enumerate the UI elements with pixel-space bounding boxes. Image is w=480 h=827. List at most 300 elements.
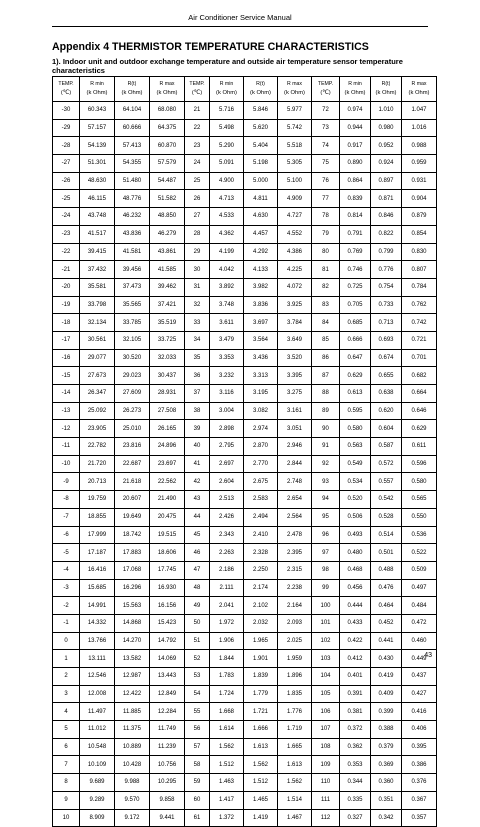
table-cell: 0.587 bbox=[371, 438, 402, 456]
table-cell: 0.344 bbox=[340, 774, 371, 792]
table-cell: 0.406 bbox=[402, 721, 437, 739]
table-cell: 4.900 bbox=[210, 172, 244, 190]
table-cell: 0.595 bbox=[340, 402, 371, 420]
table-cell: 34 bbox=[185, 331, 210, 349]
table-cell: 13.443 bbox=[150, 668, 185, 686]
table-cell: 0.472 bbox=[402, 614, 437, 632]
table-cell: -30 bbox=[53, 102, 80, 120]
table-cell: 5.000 bbox=[244, 172, 278, 190]
table-cell: 37.432 bbox=[80, 261, 115, 279]
table-row bbox=[53, 455, 437, 473]
table-cell: 1.896 bbox=[278, 668, 312, 686]
table-cell: 0.830 bbox=[402, 243, 437, 261]
table-cell: 21.618 bbox=[115, 473, 150, 491]
table-cell: 4.533 bbox=[210, 208, 244, 226]
table-cell: 82 bbox=[312, 278, 340, 296]
table-cell: 13.582 bbox=[115, 650, 150, 668]
table-row bbox=[53, 791, 437, 809]
table-cell: 0.357 bbox=[402, 809, 437, 827]
table-cell: 2.315 bbox=[278, 561, 312, 579]
table-cell: 4.072 bbox=[278, 278, 312, 296]
table-cell: 1.783 bbox=[210, 668, 244, 686]
table-cell: 5.716 bbox=[210, 102, 244, 120]
table-cell: 54.487 bbox=[150, 172, 185, 190]
table-cell: 57 bbox=[185, 738, 210, 756]
table-cell: 0.580 bbox=[340, 420, 371, 438]
table-cell: 3.004 bbox=[210, 402, 244, 420]
table-cell: 21 bbox=[185, 102, 210, 120]
table-cell: 0.754 bbox=[371, 278, 402, 296]
table-cell: 0.705 bbox=[340, 296, 371, 314]
table-cell: 17.745 bbox=[150, 561, 185, 579]
table-cell: 0.917 bbox=[340, 137, 371, 155]
column-header-unit: (k Ohm) bbox=[216, 90, 237, 96]
table-cell: -16 bbox=[53, 349, 80, 367]
table-cell: 2.111 bbox=[210, 579, 244, 597]
column-header-label: R min bbox=[219, 80, 234, 87]
table-cell: -6 bbox=[53, 526, 80, 544]
table-cell: 2.513 bbox=[210, 491, 244, 509]
table-cell: 33.798 bbox=[80, 296, 115, 314]
table-cell: 1.613 bbox=[278, 756, 312, 774]
table-cell: 13.111 bbox=[80, 650, 115, 668]
table-cell: 2.410 bbox=[244, 526, 278, 544]
table-cell: 18.855 bbox=[80, 508, 115, 526]
table-cell: 0.629 bbox=[402, 420, 437, 438]
table-cell: 30.520 bbox=[115, 349, 150, 367]
table-cell: 26.347 bbox=[80, 385, 115, 403]
table-cell: 42 bbox=[185, 473, 210, 491]
table-row bbox=[53, 314, 437, 332]
table-cell: 22.562 bbox=[150, 473, 185, 491]
table-cell: 3.051 bbox=[278, 420, 312, 438]
table-cell: 103 bbox=[312, 650, 340, 668]
table-cell: 22.782 bbox=[80, 438, 115, 456]
table-row bbox=[53, 137, 437, 155]
table-cell: 61 bbox=[185, 809, 210, 827]
table-cell: 5.846 bbox=[244, 102, 278, 120]
table-cell: 78 bbox=[312, 208, 340, 226]
table-row bbox=[53, 526, 437, 544]
table-cell: 3.232 bbox=[210, 367, 244, 385]
column-header-unit: (k Ohm) bbox=[156, 90, 178, 96]
table-row bbox=[53, 438, 437, 456]
table-cell: 53 bbox=[185, 668, 210, 686]
table-cell: 49 bbox=[185, 597, 210, 615]
table-cell: 14.069 bbox=[150, 650, 185, 668]
column-header-unit: (k Ohm) bbox=[284, 90, 305, 96]
table-cell: 0.549 bbox=[340, 455, 371, 473]
table-cell: 1.779 bbox=[244, 685, 278, 703]
table-cell: 75 bbox=[312, 155, 340, 173]
table-cell: 37.421 bbox=[150, 296, 185, 314]
table-cell: 45 bbox=[185, 526, 210, 544]
table-cell: 76 bbox=[312, 172, 340, 190]
table-cell: 2.025 bbox=[278, 632, 312, 650]
table-cell: 51.301 bbox=[80, 155, 115, 173]
table-cell: 1.512 bbox=[244, 774, 278, 792]
table-cell: -1 bbox=[53, 614, 80, 632]
table-cell: 11.885 bbox=[115, 703, 150, 721]
table-cell: -22 bbox=[53, 243, 80, 261]
table-cell: 85 bbox=[312, 331, 340, 349]
page-number: 43 bbox=[424, 652, 432, 659]
table-cell: 2.343 bbox=[210, 526, 244, 544]
table-cell: 41.581 bbox=[115, 243, 150, 261]
table-cell: 2 bbox=[53, 668, 80, 686]
table-cell: 5.091 bbox=[210, 155, 244, 173]
table-cell: 88 bbox=[312, 385, 340, 403]
table-cell: 0.493 bbox=[340, 526, 371, 544]
table-cell: 35.565 bbox=[115, 296, 150, 314]
table-cell: 11.239 bbox=[150, 738, 185, 756]
table-cell: 4.630 bbox=[244, 208, 278, 226]
table-row bbox=[53, 473, 437, 491]
table-cell: 57.413 bbox=[115, 137, 150, 155]
table-cell: 0.452 bbox=[371, 614, 402, 632]
table-cell: 11.375 bbox=[115, 721, 150, 739]
table-cell: 102 bbox=[312, 632, 340, 650]
table-cell: 2.238 bbox=[278, 579, 312, 597]
table-cell: 0.776 bbox=[371, 261, 402, 279]
table-cell: 10.548 bbox=[80, 738, 115, 756]
table-row bbox=[53, 544, 437, 562]
table-cell: 101 bbox=[312, 614, 340, 632]
table-cell: 0.620 bbox=[371, 402, 402, 420]
table-cell: 0.879 bbox=[402, 208, 437, 226]
table-cell: 0.441 bbox=[371, 632, 402, 650]
table-cell: 0.613 bbox=[340, 385, 371, 403]
table-cell: 57.579 bbox=[150, 155, 185, 173]
table-cell: 46.115 bbox=[80, 190, 115, 208]
table-row bbox=[53, 809, 437, 827]
table-body bbox=[53, 102, 437, 827]
table-cell: 20.475 bbox=[150, 508, 185, 526]
table-cell: 15.685 bbox=[80, 579, 115, 597]
table-cell: 13.766 bbox=[80, 632, 115, 650]
table-row bbox=[53, 243, 437, 261]
table-cell: 54 bbox=[185, 685, 210, 703]
table-cell: 41.517 bbox=[80, 225, 115, 243]
table-cell: 3.836 bbox=[244, 296, 278, 314]
table-cell: 47 bbox=[185, 561, 210, 579]
column-header-unit: (℃) bbox=[191, 90, 203, 96]
table-cell: 99 bbox=[312, 579, 340, 597]
table-cell: 0.791 bbox=[340, 225, 371, 243]
table-cell: 12.008 bbox=[80, 685, 115, 703]
table-cell: 0.807 bbox=[402, 261, 437, 279]
table-row bbox=[53, 561, 437, 579]
table-cell: 112 bbox=[312, 809, 340, 827]
table-cell: 3.892 bbox=[210, 278, 244, 296]
table-cell: 0.464 bbox=[371, 597, 402, 615]
table-cell: 2.102 bbox=[244, 597, 278, 615]
table-cell: 5.100 bbox=[278, 172, 312, 190]
table-cell: -17 bbox=[53, 331, 80, 349]
table-cell: 28 bbox=[185, 225, 210, 243]
table-cell: 2.041 bbox=[210, 597, 244, 615]
table-cell: 12.987 bbox=[115, 668, 150, 686]
table-cell: 4.811 bbox=[244, 190, 278, 208]
table-cell: 40 bbox=[185, 438, 210, 456]
table-cell: 29.023 bbox=[115, 367, 150, 385]
column-header bbox=[150, 77, 185, 102]
table-cell: 12.546 bbox=[80, 668, 115, 686]
table-cell: 2.564 bbox=[278, 508, 312, 526]
table-cell: 10.295 bbox=[150, 774, 185, 792]
table-cell: 0.444 bbox=[340, 597, 371, 615]
table-cell: 41.585 bbox=[150, 261, 185, 279]
table-cell: 0.520 bbox=[340, 491, 371, 509]
table-cell: 43.748 bbox=[80, 208, 115, 226]
table-cell: 0.381 bbox=[340, 703, 371, 721]
table-cell: -13 bbox=[53, 402, 80, 420]
table-cell: 1.776 bbox=[278, 703, 312, 721]
table-row bbox=[53, 278, 437, 296]
table-cell: 36 bbox=[185, 367, 210, 385]
table-cell: 10.428 bbox=[115, 756, 150, 774]
column-header bbox=[340, 77, 371, 102]
table-cell: -15 bbox=[53, 367, 80, 385]
table-cell: 35 bbox=[185, 349, 210, 367]
table-cell: 95 bbox=[312, 508, 340, 526]
table-cell: 74 bbox=[312, 137, 340, 155]
table-row bbox=[53, 597, 437, 615]
table-cell: 3.784 bbox=[278, 314, 312, 332]
table-cell: 43.861 bbox=[150, 243, 185, 261]
table-cell: 29 bbox=[185, 243, 210, 261]
table-cell: 23.697 bbox=[150, 455, 185, 473]
table-cell: 2.795 bbox=[210, 438, 244, 456]
table-cell: 64.104 bbox=[115, 102, 150, 120]
table-cell: -12 bbox=[53, 420, 80, 438]
table-cell: 104 bbox=[312, 668, 340, 686]
column-header-label: R max bbox=[411, 80, 427, 87]
table-row bbox=[53, 668, 437, 686]
table-cell: -25 bbox=[53, 190, 80, 208]
column-header-label: R min bbox=[348, 80, 362, 87]
table-cell: 1.666 bbox=[244, 721, 278, 739]
table-cell: 0.674 bbox=[371, 349, 402, 367]
table-cell: 28.931 bbox=[150, 385, 185, 403]
table-cell: 32 bbox=[185, 296, 210, 314]
column-header bbox=[278, 77, 312, 102]
table-cell: 0.799 bbox=[371, 243, 402, 261]
table-cell: 18.606 bbox=[150, 544, 185, 562]
table-cell: 3.564 bbox=[244, 331, 278, 349]
table-cell: 3.697 bbox=[244, 314, 278, 332]
table-cell: 12.849 bbox=[150, 685, 185, 703]
column-header-label: R(t) bbox=[381, 80, 391, 87]
table-cell: 18.742 bbox=[115, 526, 150, 544]
table-cell: 37.473 bbox=[115, 278, 150, 296]
table-cell: 0.721 bbox=[402, 331, 437, 349]
table-cell: 58 bbox=[185, 756, 210, 774]
table-cell: 0.725 bbox=[340, 278, 371, 296]
table-cell: 16.156 bbox=[150, 597, 185, 615]
table-cell: 2.583 bbox=[244, 491, 278, 509]
table-cell: 2.844 bbox=[278, 455, 312, 473]
table-cell: 5.518 bbox=[278, 137, 312, 155]
column-header bbox=[53, 77, 80, 102]
table-cell: 0.666 bbox=[340, 331, 371, 349]
table-cell: 1.417 bbox=[210, 791, 244, 809]
table-cell: 100 bbox=[312, 597, 340, 615]
table-cell: 68.080 bbox=[150, 102, 185, 120]
table-cell: 52 bbox=[185, 650, 210, 668]
table-cell: 3.353 bbox=[210, 349, 244, 367]
table-cell: 94 bbox=[312, 491, 340, 509]
table-cell: 0.386 bbox=[402, 756, 437, 774]
table-cell: 2.697 bbox=[210, 455, 244, 473]
table-cell: 1.614 bbox=[210, 721, 244, 739]
table-cell: 23.816 bbox=[115, 438, 150, 456]
table-cell: 0.480 bbox=[340, 544, 371, 562]
table-cell: 4.292 bbox=[244, 243, 278, 261]
table-cell: 108 bbox=[312, 738, 340, 756]
table-cell: 9.441 bbox=[150, 809, 185, 827]
table-cell: 27.508 bbox=[150, 402, 185, 420]
table-cell: 46.279 bbox=[150, 225, 185, 243]
table-cell: 46.232 bbox=[115, 208, 150, 226]
table-cell: 2.395 bbox=[278, 544, 312, 562]
table-cell: 0.456 bbox=[340, 579, 371, 597]
table-cell: 0.784 bbox=[402, 278, 437, 296]
table-cell: -20 bbox=[53, 278, 80, 296]
table-row bbox=[53, 774, 437, 792]
table-cell: 17.999 bbox=[80, 526, 115, 544]
table-cell: 2.032 bbox=[244, 614, 278, 632]
table-row bbox=[53, 261, 437, 279]
table-cell: 39.462 bbox=[150, 278, 185, 296]
table-cell: 98 bbox=[312, 561, 340, 579]
table-cell: 0.596 bbox=[402, 455, 437, 473]
table-cell: 89 bbox=[312, 402, 340, 420]
table-cell: 0.904 bbox=[402, 190, 437, 208]
table-cell: 1.959 bbox=[278, 650, 312, 668]
table-cell: 64.375 bbox=[150, 119, 185, 137]
table-cell: 0.646 bbox=[402, 402, 437, 420]
table-cell: 83 bbox=[312, 296, 340, 314]
table-cell: 2.946 bbox=[278, 438, 312, 456]
table-cell: 22 bbox=[185, 119, 210, 137]
table-cell: 27.609 bbox=[115, 385, 150, 403]
table-cell: 25.010 bbox=[115, 420, 150, 438]
table-cell: 0.460 bbox=[402, 632, 437, 650]
table-cell: 0.409 bbox=[371, 685, 402, 703]
table-cell: 3.925 bbox=[278, 296, 312, 314]
table-cell: 0.611 bbox=[402, 438, 437, 456]
table-cell: 41 bbox=[185, 455, 210, 473]
table-cell: 60 bbox=[185, 791, 210, 809]
table-cell: 5.742 bbox=[278, 119, 312, 137]
table-cell: 1.668 bbox=[210, 703, 244, 721]
table-cell: 0.335 bbox=[340, 791, 371, 809]
table-cell: 0.944 bbox=[340, 119, 371, 137]
table-cell: 14.270 bbox=[115, 632, 150, 650]
table-cell: 20.713 bbox=[80, 473, 115, 491]
table-cell: 109 bbox=[312, 756, 340, 774]
table-cell: 31 bbox=[185, 278, 210, 296]
table-cell: 0.822 bbox=[371, 225, 402, 243]
table-cell: 55 bbox=[185, 703, 210, 721]
table-cell: 3.082 bbox=[244, 402, 278, 420]
column-header bbox=[80, 77, 115, 102]
table-cell: 0.542 bbox=[371, 491, 402, 509]
column-header-label: TEMP. bbox=[317, 80, 334, 87]
table-cell: 2.654 bbox=[278, 491, 312, 509]
table-cell: 30.561 bbox=[80, 331, 115, 349]
table-cell: 0.952 bbox=[371, 137, 402, 155]
table-row bbox=[53, 420, 437, 438]
table-row bbox=[53, 738, 437, 756]
table-cell: 17.187 bbox=[80, 544, 115, 562]
table-cell: 8 bbox=[53, 774, 80, 792]
table-cell: 0.497 bbox=[402, 579, 437, 597]
table-cell: 1.721 bbox=[244, 703, 278, 721]
table-cell: 97 bbox=[312, 544, 340, 562]
table-cell: 3.116 bbox=[210, 385, 244, 403]
column-header bbox=[210, 77, 244, 102]
column-header-unit: (k Ohm) bbox=[344, 90, 366, 96]
table-cell: -21 bbox=[53, 261, 80, 279]
table-cell: 2.093 bbox=[278, 614, 312, 632]
column-header bbox=[244, 77, 278, 102]
table-cell: 4.457 bbox=[244, 225, 278, 243]
table-cell: 16.416 bbox=[80, 561, 115, 579]
table-cell: 72 bbox=[312, 102, 340, 120]
table-cell: 80 bbox=[312, 243, 340, 261]
table-row bbox=[53, 614, 437, 632]
table-cell: 32.033 bbox=[150, 349, 185, 367]
table-cell: 0.514 bbox=[371, 526, 402, 544]
table-cell: -23 bbox=[53, 225, 80, 243]
table-cell: 27 bbox=[185, 208, 210, 226]
table-cell: 0.488 bbox=[371, 561, 402, 579]
table-row bbox=[53, 102, 437, 120]
table-cell: 4.713 bbox=[210, 190, 244, 208]
table-cell: 90 bbox=[312, 420, 340, 438]
column-header-label: TEMP. bbox=[58, 80, 74, 87]
column-header-unit: (℃) bbox=[320, 90, 331, 96]
table-cell: 3.748 bbox=[210, 296, 244, 314]
table-cell: 2.478 bbox=[278, 526, 312, 544]
table-cell: 56 bbox=[185, 721, 210, 739]
table-cell: 0.419 bbox=[371, 668, 402, 686]
table-cell: 77 bbox=[312, 190, 340, 208]
table-cell: 32.134 bbox=[80, 314, 115, 332]
table-cell: 0.484 bbox=[402, 597, 437, 615]
table-cell: 0.846 bbox=[371, 208, 402, 226]
table-cell: 5.404 bbox=[244, 137, 278, 155]
table-cell: 0.854 bbox=[402, 225, 437, 243]
table-cell: 0.629 bbox=[340, 367, 371, 385]
table-cell: 35.519 bbox=[150, 314, 185, 332]
table-cell: 0.522 bbox=[402, 544, 437, 562]
table-cell: 2.770 bbox=[244, 455, 278, 473]
table-cell: 29.077 bbox=[80, 349, 115, 367]
table-cell: 0.550 bbox=[402, 508, 437, 526]
table-cell: 3 bbox=[53, 685, 80, 703]
table-header-row bbox=[53, 77, 437, 102]
table-cell: 9.988 bbox=[115, 774, 150, 792]
table-cell: -10 bbox=[53, 455, 80, 473]
table-cell: 1.665 bbox=[278, 738, 312, 756]
table-cell: 0.924 bbox=[371, 155, 402, 173]
table-cell: 0.468 bbox=[340, 561, 371, 579]
table-cell: 1.724 bbox=[210, 685, 244, 703]
table-cell: 0.449 bbox=[402, 650, 437, 668]
